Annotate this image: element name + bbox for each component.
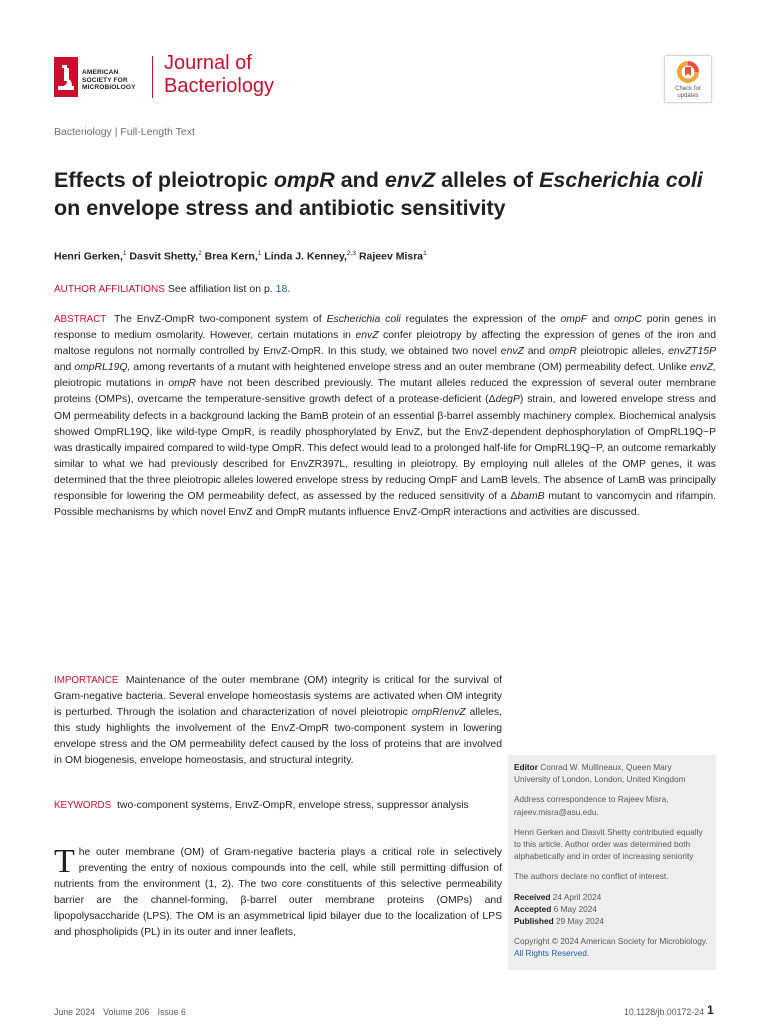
- article-dates: [514, 891, 708, 928]
- text-segment: ompR: [549, 346, 577, 358]
- footer-date: June 2024: [54, 1007, 96, 1017]
- title-text: Escherichia coli: [539, 168, 703, 192]
- editor-label: Editor: [514, 762, 538, 772]
- text-segment: and: [523, 346, 549, 358]
- abstract-label: ABSTRACT: [54, 314, 107, 325]
- title-text: alleles of: [435, 168, 540, 192]
- conflict-statement: The authors declare no conflict of interest.: [514, 871, 669, 882]
- check-updates-icon: [676, 60, 700, 84]
- text-segment: ompC: [614, 314, 642, 325]
- society-line: MICROBIOLOGY: [82, 84, 136, 92]
- text-segment: bamB: [517, 491, 545, 503]
- accepted-value: 6 May 2024: [551, 903, 598, 914]
- society-name: [82, 69, 152, 92]
- title-text: on envelope stress and antibiotic sensitivity: [54, 196, 506, 220]
- text-segment: ompF: [560, 314, 588, 325]
- affiliations-end: .: [287, 283, 291, 295]
- society-line: SOCIETY FOR: [82, 76, 128, 84]
- text-segment: alleles, this study highlights the involvement of the EnvZ-OmpR two-component system in lowering envelope stress and the OM permeability defect caused by the loss of proteins that are involved in OM biogenesis, envelope homeostasis, and structural integrity.: [54, 707, 503, 767]
- editor-text: Conrad W. Mullineaux, Queen Mary University of London, London, United Kingdom: [514, 762, 686, 785]
- text-segment: confer pleiotropy by affecting the expression of genes of the iron and maltose regulons not normally controlled by EnvZ-OmpR. In this study, we obtained two novel: [54, 330, 716, 358]
- received-label: Received: [514, 891, 551, 902]
- text-segment: envZT15P: [668, 346, 716, 358]
- published-date: [514, 915, 708, 927]
- body-text: he outer membrane (OM) of Gram-negative bacteria plays a critical role in selectively preventing the entry of noxious compounds into the cell, while still permitting diffusion of nutrients from the environment (1, 2). The two core constituents of this selective permeability barrier are the channel-forming, β-barrel outer membrane proteins (OMPs) and lipopolysaccharide (LPS). The OM is an asymmetrical lipid bilayer due to the localization of LPS and phospholipids (PL) in its outer and inner leaflets,: [54, 847, 502, 939]
- text-segment: pleiotropic mutations in: [54, 378, 169, 390]
- author-affiliation-mark: 1: [257, 250, 262, 257]
- check-for-updates-button[interactable]: [664, 55, 712, 103]
- published-label: Published: [514, 916, 554, 927]
- journal-title-line: Journal of: [164, 52, 252, 74]
- text-segment: among revertants of a mutant with heightened envelope stress and an outer membrane (OM) permeability defect. Unlike: [130, 362, 690, 374]
- editor-info: [514, 761, 708, 785]
- text-segment: envZ: [442, 707, 466, 719]
- accepted-date: [514, 903, 708, 915]
- text-segment: degP: [495, 394, 520, 406]
- abstract-body: [54, 314, 716, 518]
- text-segment: envZ,: [690, 362, 716, 374]
- importance-label: IMPORTANCE: [54, 675, 119, 686]
- text-segment: Maintenance of the outer membrane (OM) integrity is critical for the survival of Gram-negative bacteria. Several envelope homeostasis systems are activated when OM integrity is perturbed. Through the isolation and characterization of novel pleiotropic: [54, 675, 502, 719]
- text-segment: and: [587, 314, 615, 325]
- journal-title: [164, 52, 364, 98]
- footer-issue-info: [54, 1007, 194, 1017]
- text-segment: porin genes in response to medium osmolarity. However, certain mutations in: [54, 314, 716, 342]
- text-segment: ) strain, and lowered envelope stress and OM permeability defects in a background lacking the BamB protein of an essential β-barrel assembly machinery complex. Biochemical analysis showed OmpRL19Q, like wild-type OmpR, is readily phosphorylated by EnvZ, but the EnvZ-dependent dephosphorylation of OmpRL19Q~P was drastically impaired compared to wild-type OmpR. This defect would lead to a prolonged half-life for OmpRL19Q~P, an outcome remarkably similar to what we had previously described for EnvZR397L, resulting in pleiotropy. By employing null alleles of the OMP genes, it was determined that the three pleiotropic alleles lowered envelope stress by reducing OmpF and LamB levels. The absence of LamB was principally responsible for lowering the OM permeability defect, as assessed by the reduced sensitivity of a Δ: [54, 394, 716, 503]
- article-info-sidebar: [508, 755, 716, 970]
- correspondence-info: Address correspondence to Rajeev Misra, rajeev.misra@asu.edu.: [514, 794, 669, 817]
- text-segment: regulates the expression of the: [400, 314, 561, 325]
- author-name: Dasvit Shetty,: [129, 250, 199, 263]
- author-affiliations: [54, 283, 290, 295]
- body-paragraph: [54, 845, 502, 942]
- text-segment: The EnvZ-OmpR two-component system of: [113, 314, 327, 325]
- rights-link[interactable]: All Rights Reserved.: [514, 948, 590, 959]
- text-segment: ompR: [411, 707, 440, 719]
- footer-volume: Volume 206: [103, 1007, 150, 1017]
- footer-doi[interactable]: 10.1128/jb.00172-24: [623, 1007, 704, 1017]
- contribution-note: Henri Gerken and Dasvit Shetty contributed equally to this article. Author order was determined both alphabetically and in order of increasing seniority: [514, 826, 703, 862]
- affiliations-label: AUTHOR AFFILIATIONS: [54, 284, 165, 295]
- article-title: [54, 166, 724, 222]
- affiliations-text: See affiliation list on p.: [164, 283, 276, 295]
- published-value: 29 May 2024: [553, 916, 604, 927]
- keywords-label: KEYWORDS: [54, 800, 112, 811]
- received-value: 24 April 2024: [550, 891, 602, 902]
- title-text: envZ: [384, 168, 436, 192]
- author-list: [54, 250, 724, 263]
- text-segment: have not been described previously. The mutant alleles reduced the expression of several outer membrane proteins (OMPs), overcame the temperature-sensitive growth defect of a protease-deficient (Δ: [54, 378, 716, 406]
- accepted-label: Accepted: [514, 903, 552, 914]
- title-text: and: [334, 168, 385, 192]
- importance-section: [54, 673, 502, 770]
- author-affiliation-mark: 2,3: [346, 250, 357, 257]
- author-name: Henri Gerken,: [54, 250, 123, 263]
- author-name: Linda J. Kenney,: [264, 250, 347, 263]
- copyright-text: Copyright © 2024 American Society for Microbiology.: [514, 936, 708, 947]
- text-segment: and: [54, 362, 75, 374]
- asm-logo: [54, 55, 150, 99]
- text-segment: ompR: [168, 378, 197, 390]
- importance-body: [54, 675, 502, 766]
- text-segment: envZ: [355, 330, 379, 342]
- text-segment: mutant to vancomycin and rifampin. Possible mechanisms by which novel EnvZ and OmpR mutants influence EnvZ-OmpR interactions and activities are discussed.: [54, 491, 717, 519]
- author-affiliation-mark: 2: [198, 250, 202, 257]
- text-segment: ompRL19Q,: [74, 362, 131, 374]
- affiliations-page-link[interactable]: 18: [275, 283, 288, 295]
- check-updates-line: Check for: [675, 86, 701, 92]
- page-number: 1: [707, 1003, 714, 1017]
- title-text: ompR: [273, 168, 335, 192]
- author-name: Rajeev Misra: [358, 250, 424, 263]
- text-segment: Escherichia coli: [326, 314, 401, 325]
- author-name: Brea Kern,: [204, 250, 258, 263]
- text-segment: /: [439, 707, 443, 719]
- footer-issue: Issue 6: [157, 1007, 186, 1017]
- check-updates-label: [665, 86, 711, 99]
- check-updates-line: updates: [677, 92, 699, 99]
- header-divider: [152, 56, 153, 98]
- copyright-notice: [514, 935, 708, 959]
- received-date: [514, 891, 708, 903]
- article-category: Bacteriology | Full-Length Text: [54, 126, 195, 138]
- keywords-text: two-component systems, EnvZ-OmpR, envelope stress, suppressor analysis: [117, 800, 469, 811]
- microscope-emblem-icon: [54, 57, 78, 97]
- society-line: AMERICAN: [82, 69, 119, 76]
- text-segment: envZ: [500, 346, 524, 358]
- abstract-section: [54, 312, 716, 521]
- author-affiliation-mark: 1: [423, 250, 427, 257]
- keywords-section: [54, 798, 502, 814]
- title-text: Effects of pleiotropic: [54, 168, 274, 192]
- author-affiliation-mark: 1: [122, 250, 127, 257]
- drop-cap: T: [54, 843, 75, 880]
- text-segment: pleiotropic alleles,: [576, 346, 669, 358]
- journal-title-line: Bacteriology: [164, 75, 275, 97]
